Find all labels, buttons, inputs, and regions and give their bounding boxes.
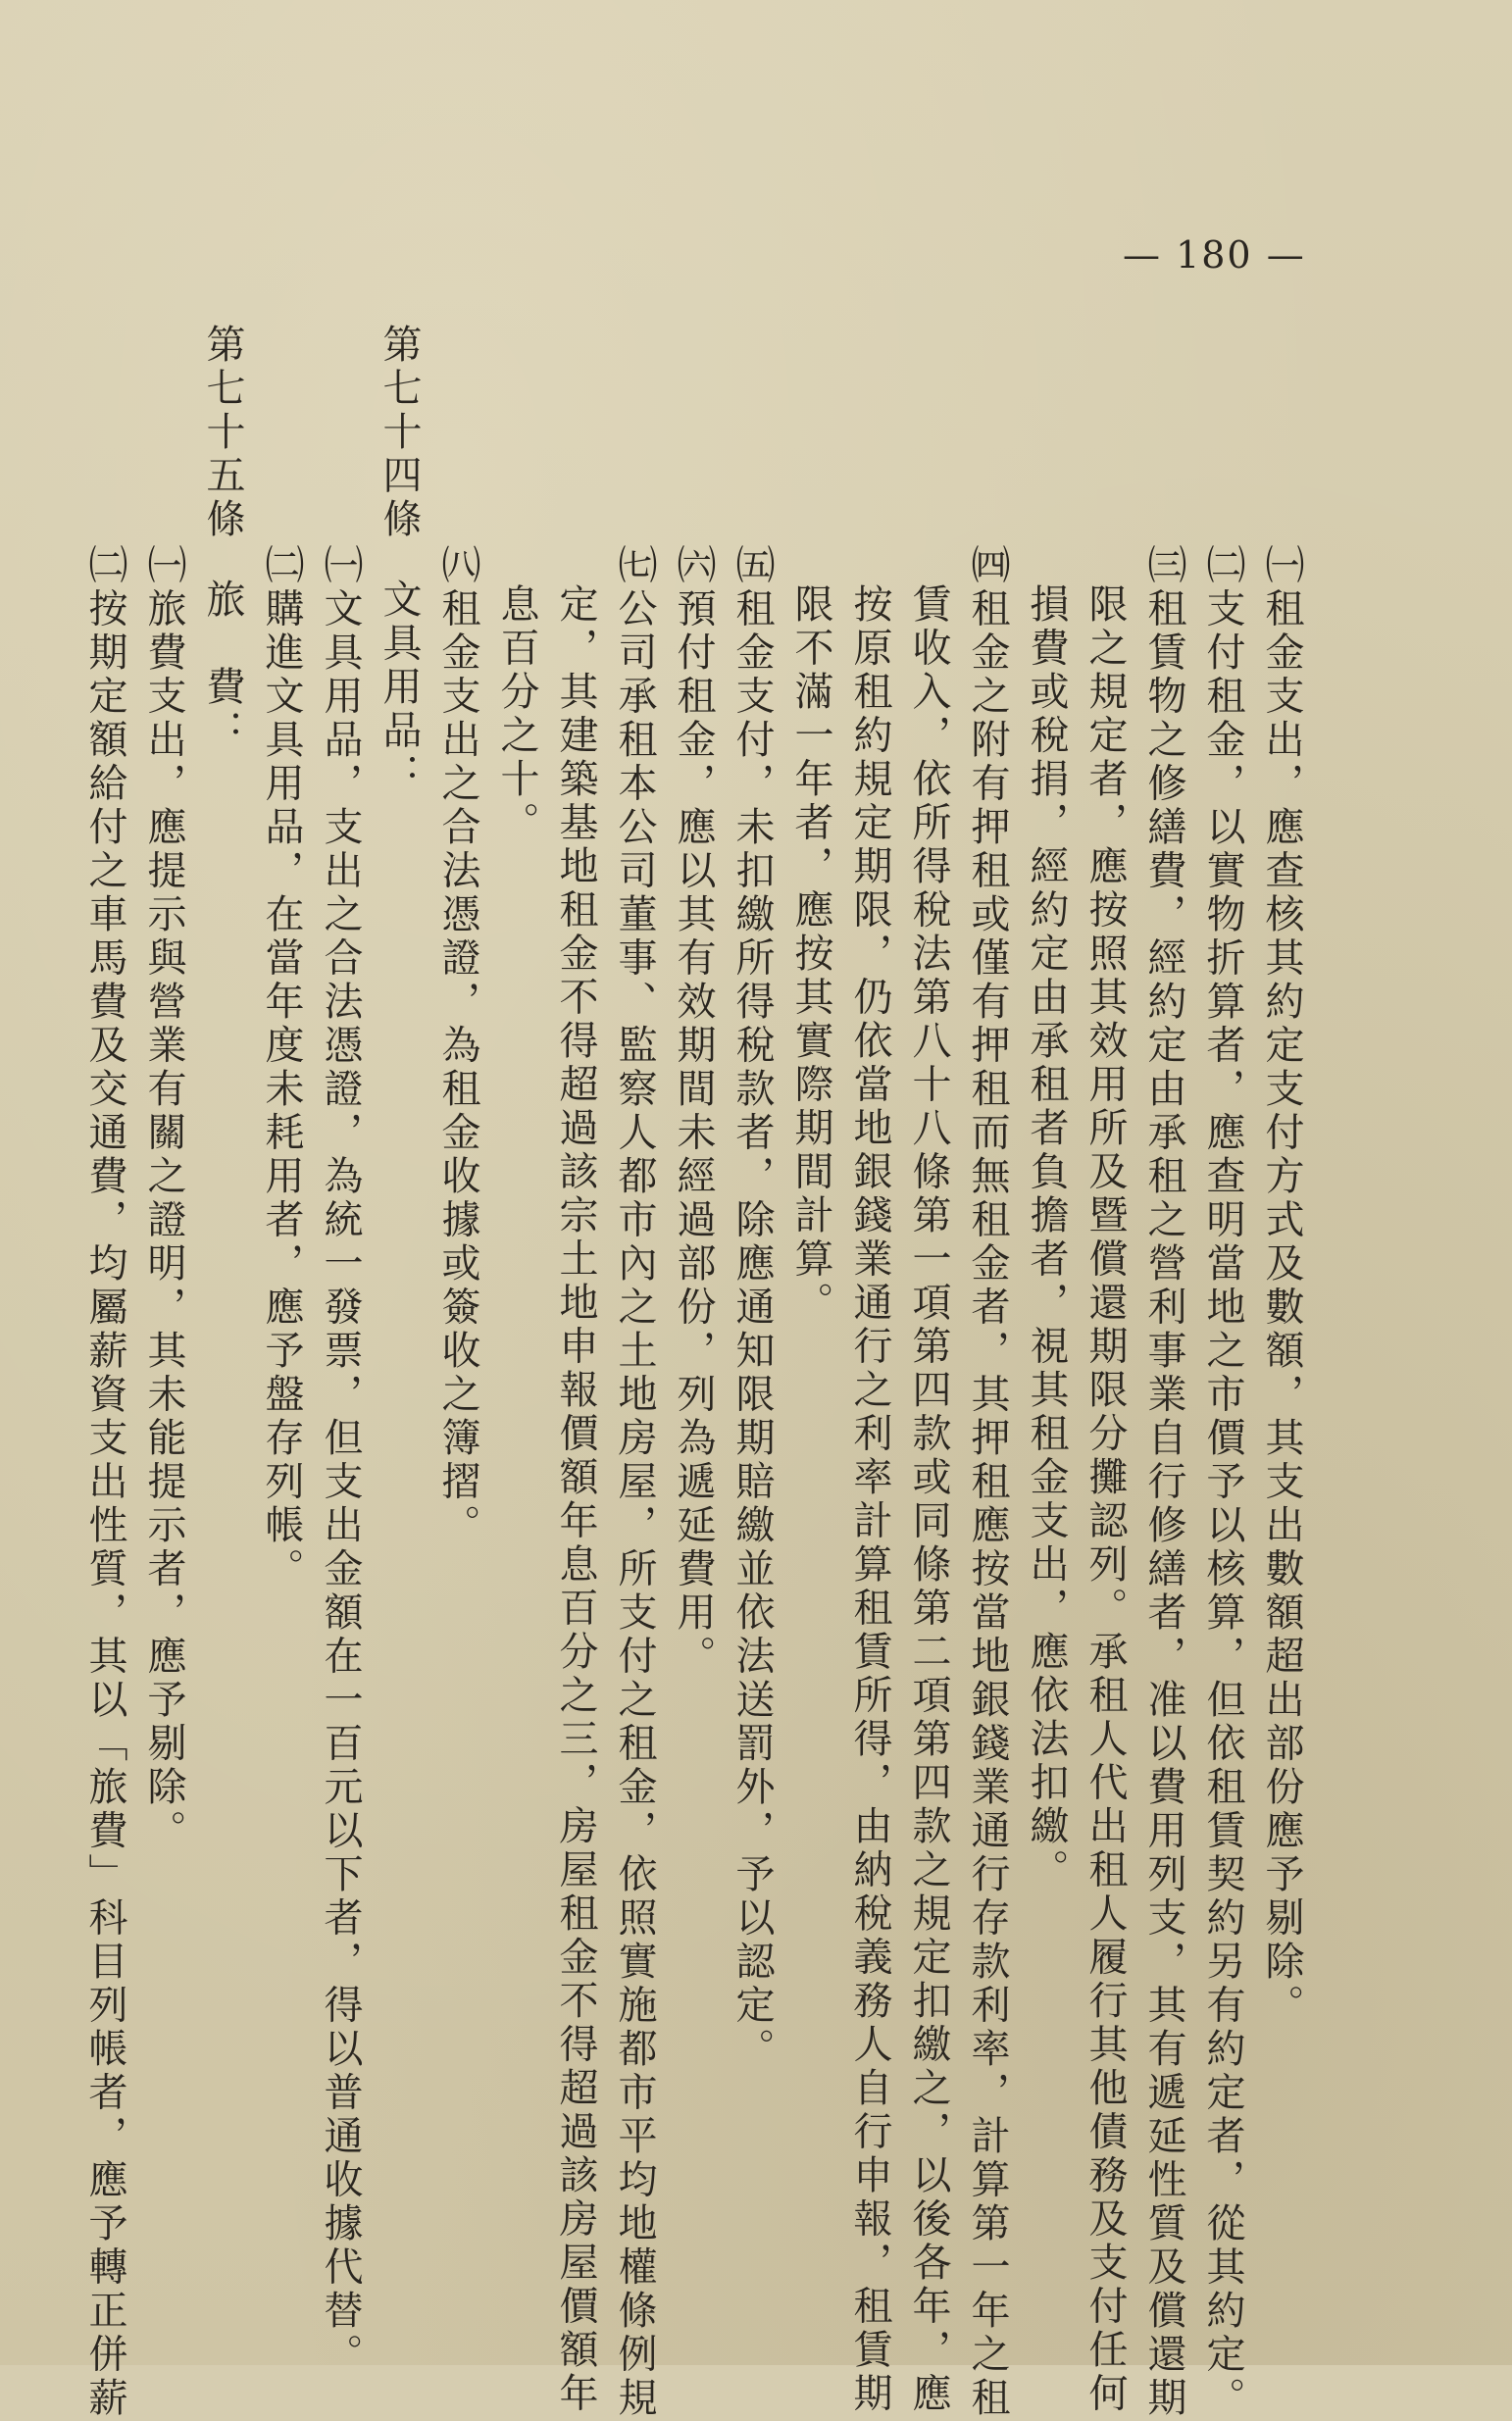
article-number: 第七十四條 bbox=[377, 324, 422, 542]
clause-7: ㈦公司承租本公司董事、監察人都市內之土地房屋，所支付之租金，依照實施都市平均地權條例規 bbox=[612, 544, 657, 2421]
clause-5: ㈤租金支付，未扣繳所得稅款者，除應通知限期賠繳並依法送罰外，予以認定。 bbox=[730, 544, 775, 2072]
article-74-clause-1: ㈠文具用品，支出之合法憑證，為統一發票，但支出金額在一百元以下者，得以普通收據代替。 bbox=[318, 544, 363, 2377]
page-number: — 180 — bbox=[1123, 233, 1306, 277]
clause-4-continued: 限不滿一年者，應按其實際期間計算。 bbox=[788, 583, 833, 1326]
article-title: 旅 費： bbox=[200, 579, 245, 753]
clause-8: ㈧租金支出之合法憑證，為租金收據或簽收之簿摺。 bbox=[435, 544, 480, 1548]
clause-4-continued: 賃收入，依所得稅法第八十八條第一項第四款或同條第二項第四款之規定扣繳之，以後各年，應 bbox=[906, 583, 951, 2416]
article-number: 第七十五條 bbox=[200, 324, 245, 542]
clause-2: ㈡支付租金，以實物折算者，應查明當地之市價予以核算，但依租賃契約另有約定者，從其約定。 bbox=[1200, 544, 1245, 2421]
clause-4: ㈣租金之附有押租或僅有押租而無租金者，其押租應按當地銀錢業通行存款利率，計算第一年之租 bbox=[965, 544, 1010, 2421]
article-74-clause-2: ㈡購進文具用品，在當年度未耗用者，應予盤存列帳。 bbox=[259, 544, 304, 1591]
clause-3: ㈢租賃物之修繕費，經約定由承租之營利事業自行修繕者，准以費用列支，其有遞延性質及償還期 bbox=[1141, 544, 1186, 2421]
clause-6: ㈥預付租金，應以其有效期間未經過部份，列為遞延費用。 bbox=[671, 544, 716, 1679]
article-74-heading bbox=[370, 324, 428, 2245]
clause-3-continued: 損費或稅捐，經約定由承租者負擔者，視其租金支出，應依法扣繳。 bbox=[1024, 583, 1069, 1892]
clause-7-continued: 定，其建築基地租金不得超過該宗土地申報價額年息百分之三，房屋租金不得超過該房屋價額年 bbox=[553, 583, 598, 2416]
article-75-clause-2: ㈡按期定額給付之車馬費及交通費，均屬薪資支出性質，其以「旅費」科目列帳者，應予轉正併薪 bbox=[82, 544, 127, 2421]
article-75-heading bbox=[193, 324, 252, 2245]
vertical-text-body bbox=[76, 324, 1311, 2421]
clause-4-continued: 按原租約規定期限，仍依當地銀錢業通行之利率計算租賃所得，由納稅義務人自行申報，租賃期 bbox=[847, 583, 892, 2416]
clause-1: ㈠租金支出，應查核其約定支付方式及數額，其支出數額超出部份應予剔除。 bbox=[1259, 544, 1304, 2028]
clause-3-continued: 限之規定者，應按照其效用所及暨償還期限分攤認列。承租人代出租人履行其他債務及支付任何 bbox=[1083, 583, 1128, 2416]
article-75-clause-1: ㈠旅費支出，應提示與營業有關之證明，其未能提示者，應予剔除。 bbox=[141, 544, 186, 1853]
article-title: 文具用品： bbox=[377, 579, 422, 797]
clause-7-continued: 息百分之十。 bbox=[494, 583, 539, 845]
